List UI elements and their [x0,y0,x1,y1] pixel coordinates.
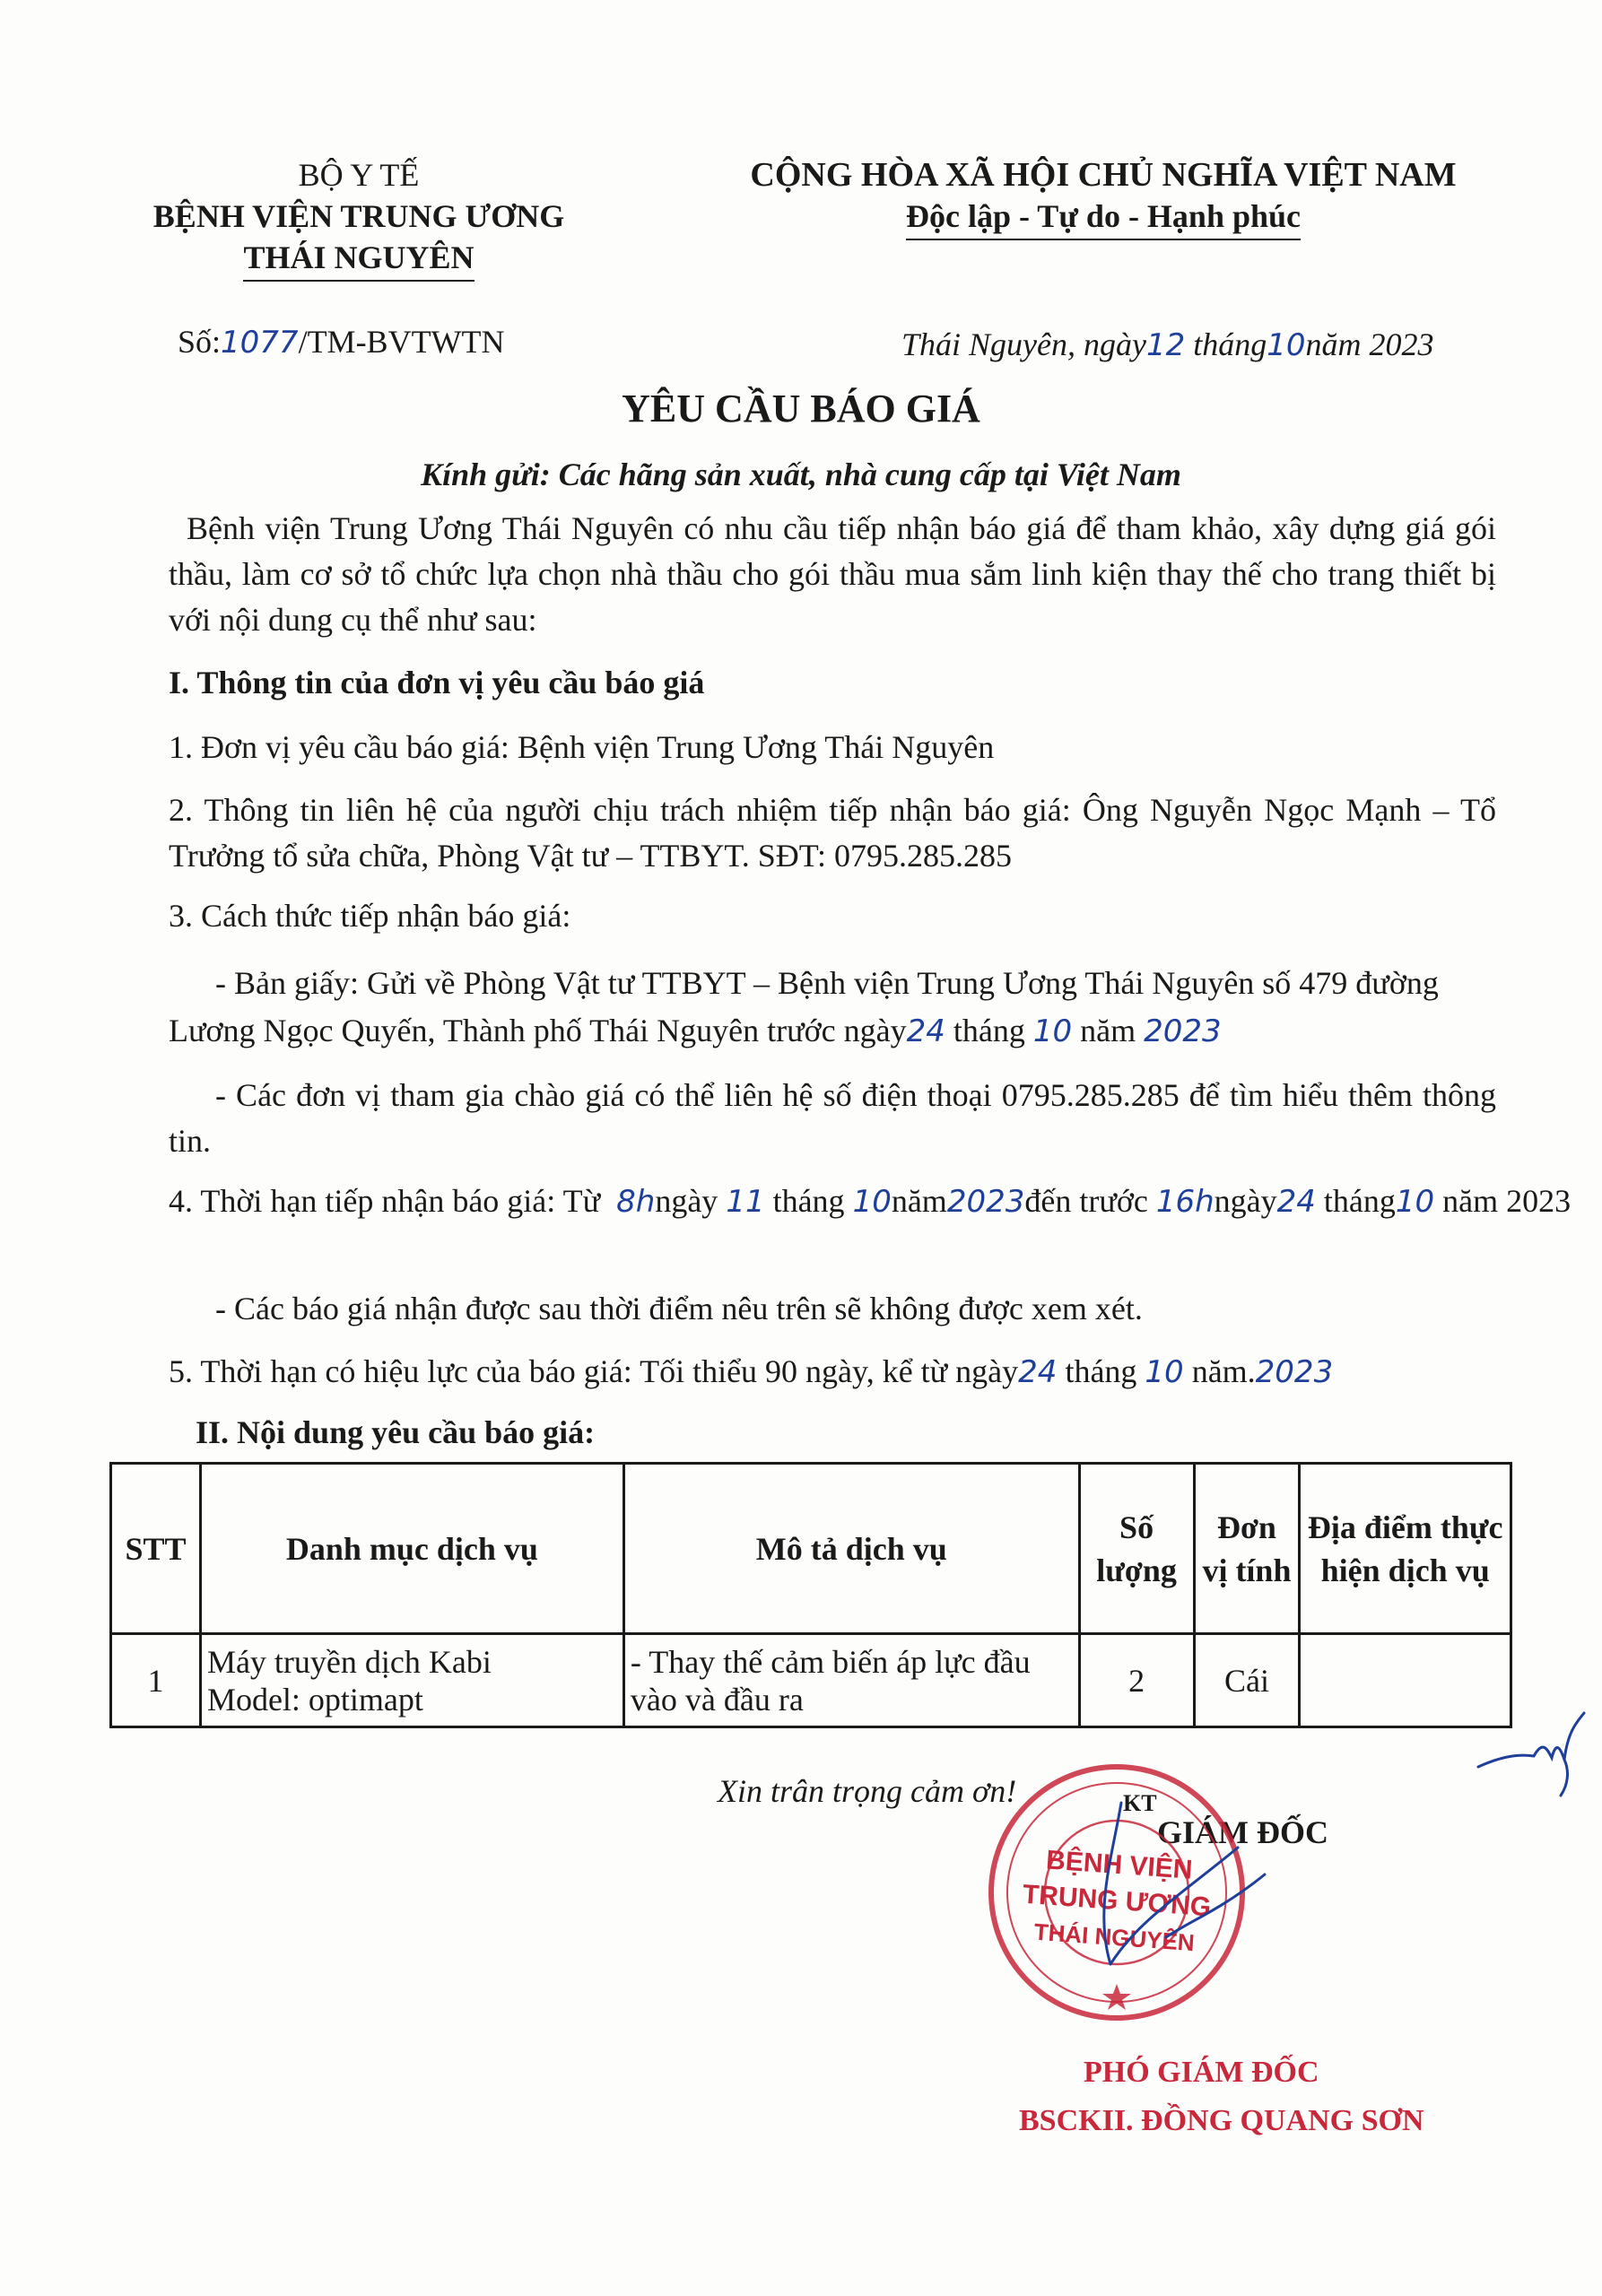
ref-prefix: Số: [178,324,222,360]
header-service-description: Mô tả dịch vụ [623,1464,1079,1634]
cell-unit: Cái [1194,1634,1300,1727]
section-1-item-2: 2. Thông tin liên hệ của người chịu trách nhiệm tiếp nhận báo giá: Ông Nguyễn Ngọc Mạnh – Tổ Trưởng tổ sửa chữa, Phòng Vật tư – TTBYT. SĐT: 0795.285.285 [169,792,1496,874]
cell-service-description [623,1634,1079,1727]
cell-item-line2: Model: optimapt [206,1681,423,1718]
date-month-handwritten: 10 [1267,327,1306,363]
cell-desc-line2: vào và đầu ra [630,1681,804,1718]
item5-year-handwritten: 2023 [1255,1354,1334,1390]
item3b-month-label: tháng [953,1013,1025,1048]
signatory-name: BSCKII. ĐỒNG QUANG SƠN [1019,2104,1424,2137]
header-service-item: Danh mục dịch vụ [200,1464,623,1634]
date-month-label: tháng [1193,326,1267,362]
item4-month-label-2: tháng [1323,1183,1396,1219]
item4-prefix: 4. Thời hạn tiếp nhận báo giá: Từ [169,1183,601,1219]
country-name: CỘNG HÒA XÃ HỘI CHỦ NGHĨA VIỆT NAM [750,156,1457,194]
item4-start-year-handwritten: 2023 [946,1184,1025,1220]
initials-scribble [1471,1704,1597,1803]
item3b-month-handwritten: 10 [1032,1013,1073,1049]
item4-start-day-handwritten: 11 [726,1184,765,1220]
header-stt: STT [111,1464,201,1634]
signature-scribble [1058,1785,1292,1991]
cell-service-item [200,1634,623,1727]
header-unit: Đơn vị tính [1194,1464,1300,1634]
table-header-row [111,1464,1511,1634]
stamp-line3: THÁI NGUYÊN [1032,1918,1196,1957]
hospital-name-line1: BỆNH VIỆN TRUNG ƯƠNG [152,198,565,234]
deputy-title: PHÓ GIÁM ĐỐC [1084,2056,1319,2089]
cell-desc-line1: - Thay thế cảm biến áp lực đầu [630,1643,1031,1680]
section-1-item-5 [169,1352,1333,1390]
section-1-item-3c: - Các đơn vị tham gia chào giá có thể liên hệ số điện thoại 0795.285.285 để tìm hiểu thêm thông tin. [169,1077,1496,1159]
item3b-year-handwritten: 2023 [1144,1013,1222,1049]
item5-day-handwritten: 24 [1018,1354,1058,1390]
item4-start-month-handwritten: 10 [852,1184,892,1220]
item4-until: đến trước [1024,1183,1148,1219]
item4-day-label: ngày [655,1183,718,1219]
ref-number-handwritten: 1077 [221,325,299,361]
cell-item-line1: Máy truyền dịch Kabi [206,1643,492,1680]
item5-text: 5. Thời hạn có hiệu lực của báo giá: Tối thiểu 90 ngày, kể từ ngày [169,1353,1019,1389]
recipient-line: Kính gửi: Các hãng sản xuất, nhà cung cấp tại Việt Nam [421,457,1181,492]
date-year-label: năm 2023 [1305,326,1434,362]
table-row [111,1634,1511,1727]
motto: Độc lập - Tự do - Hạnh phúc [906,196,1301,240]
stamp-line1: BỆNH VIỆN [1045,1845,1194,1885]
item4-end-day-handwritten: 24 [1276,1184,1316,1220]
section-1-item-4-note: - Các báo giá nhận được sau thời điểm nêu trên sẽ không được xem xét. [215,1291,1143,1326]
item3b-text: Lương Ngọc Quyến, Thành phố Thái Nguyên trước ngày [169,1013,907,1048]
section-1-heading: I. Thông tin của đơn vị yêu cầu báo giá [169,665,705,700]
item4-year-label: năm [891,1183,947,1219]
cell-stt: 1 [111,1634,201,1727]
date-day-handwritten: 12 [1145,327,1186,363]
item5-month-label: tháng [1065,1353,1137,1389]
service-table [109,1462,1512,1728]
section-2-heading: II. Nội dung yêu cầu báo giá: [196,1414,596,1450]
ministry-name: BỘ Y TẾ [298,157,420,193]
section-1-item-3: 3. Cách thức tiếp nhận báo giá: [169,898,571,934]
stamp-line2: TRUNG ƯƠNG [1021,1879,1213,1923]
item5-month-handwritten: 10 [1145,1354,1184,1390]
item4-end-month-handwritten: 10 [1395,1184,1435,1220]
section-1-item-4 [169,1182,1571,1220]
cell-quantity: 2 [1079,1634,1194,1727]
item4-end-year: năm 2023 [1442,1183,1572,1219]
item4-month-label: tháng [772,1183,845,1219]
hospital-name-line2: THÁI NGUYÊN [243,237,474,282]
item3b-year-label: năm [1080,1013,1136,1048]
ref-suffix: /TM-BVTWTN [298,324,505,360]
document-title: YÊU CẦU BÁO GIÁ [622,387,980,430]
national-header [709,154,1498,240]
issue-date [901,326,1434,363]
closing-line: Xin trân trọng cảm ơn! [718,1773,1017,1809]
header-quantity: Số lượng [1079,1464,1194,1634]
section-1-item-3b [169,1012,1222,1049]
reference-number [178,323,505,361]
item4-day-label-2: ngày [1214,1183,1277,1219]
intro-paragraph: Bệnh viện Trung Ương Thái Nguyên có nhu cầu tiếp nhận báo giá để tham khảo, xây dựng giá gói thầu, làm cơ sở tổ chức lựa chọn nhà thầu cho gói thầu mua sắm linh kiện thay thế cho trang thiết bị với nội dung cụ thể như sau: [169,510,1496,638]
item5-year-label: năm. [1191,1353,1256,1389]
header-location: Địa điểm thực hiện dịch vụ [1300,1464,1511,1634]
item4-start-hour-handwritten: 8h [616,1184,656,1220]
item3b-day-handwritten: 24 [906,1013,945,1049]
section-1-item-1: 1. Đơn vị yêu cầu báo giá: Bệnh viện Trung Ương Thái Nguyên [169,729,995,765]
item4-end-hour-handwritten: 16h [1155,1184,1215,1220]
signature-for-label: KT [1123,1790,1157,1816]
signature-role: GIÁM ĐỐC [1157,1814,1328,1850]
issuer-block [108,154,610,282]
date-place: Thái Nguyên, ngày [901,326,1146,362]
section-1-item-3a: - Bản giấy: Gửi về Phòng Vật tư TTBYT – Bệnh viện Trung Ương Thái Nguyên số 479 đường [215,965,1439,1001]
